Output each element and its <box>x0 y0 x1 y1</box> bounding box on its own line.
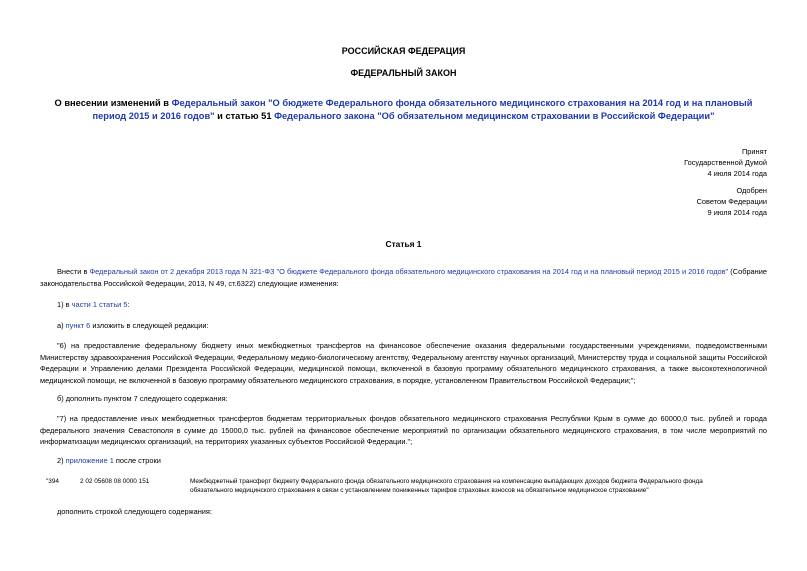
item1-link[interactable]: части 1 статьи 5 <box>71 300 128 309</box>
intro-prefix: Внести в <box>57 267 90 276</box>
intro-paragraph <box>40 266 767 289</box>
law-title <box>40 97 767 123</box>
item1-suffix: : <box>127 300 130 309</box>
quote-point7: "7) на предоставление иных межбюджетных трансфертов бюджетам территориальных фондов обязательного медицинского страхования Республики Крым в сумме до 60000,0 тыс. рублей и города федерального значения Севастополя в сумме до 15000,0 тыс. рублей на финансовое обеспечение мероприятий по организации обязательного медицинского страхования, в том числе мероприятий по информатизации медицинских организаций, на территориях указанных субъектов Российской Федерации."; <box>40 414 767 446</box>
adoption-line1: Принят <box>741 147 767 156</box>
item2-prefix: 2) <box>57 456 66 465</box>
title-link-budget-law[interactable]: Федеральный закон "О бюджете Федерального фонда обязательного медицинского страхования на 2014 год и на плановый период 2015 и 2016 годов" <box>92 98 753 121</box>
item-a-link[interactable]: пункт 6 <box>65 321 91 330</box>
item-b-paragraph: б) дополнить пунктом 7 следующего содержания: <box>57 394 228 403</box>
article-title: Статья 1 <box>385 239 422 249</box>
intro-link[interactable]: Федеральный закон от 2 декабря 2013 года N 321-ФЗ "О бюджете Федерального фонда обязательного медицинского страхования на 2014 год и на плановый период 2015 и 2016 годов" <box>89 267 729 276</box>
item-a-prefix: а) <box>57 321 66 330</box>
approval-line3: 9 июля 2014 года <box>707 208 767 217</box>
quote-point6: "6) на предоставление федеральному бюджету иных межбюджетных трансфертов на финансовое обеспечение оказания федеральными государственными учреждениями, подведомственными Министерству здравоохранения Российской Федерации, Федеральному медико-биологическому агентству, Федеральному агентству научных организаций, Министерству труда и социальной защиты Российской Федерации и Управлению делами Президента Российской Федерации, медицинской помощи, включенной в базовую программу обязательного медицинского страхования, а также высокотехнологичной медицинской помощи, не включенной в базовую программу обязательного медицинского страхования, в порядке, установленном Правительством Российской Федерации;"; <box>40 341 767 385</box>
approval-block <box>697 185 767 218</box>
doc-type-heading: ФЕДЕРАЛЬНЫЙ ЗАКОН <box>350 68 457 78</box>
item1-prefix: 1) в <box>57 300 72 309</box>
table-row-description: Межбюджетный трансферт бюджету Федерального фонда обязательного медицинского страхования на компенсацию выпадающих доходов бюджета Федерального фонда обязательного медицинского страхования в связи с установлением пониженных тарифов страховых взносов на обязательное медицинское страхование" <box>190 478 703 494</box>
item-a-suffix: изложить в следующей редакции: <box>90 321 209 330</box>
item2-continuation: дополнить строкой следующего содержания: <box>57 507 212 516</box>
item2-suffix: после строки <box>113 456 161 465</box>
approval-line1: Одобрен <box>736 186 767 195</box>
title-middle: и статью 51 <box>214 111 275 121</box>
approval-line2: Советом Федерации <box>696 197 767 206</box>
table-row-kbk: 2 02 05608 08 0000 151 <box>80 478 150 485</box>
table-row-code: "394 <box>46 478 59 485</box>
adoption-line2: Государственной Думой <box>684 158 767 167</box>
intro-suffix: (Собрание законодательства Российской Федерации, 2013, N 49, ст.6322) следующие изменения: <box>40 267 767 288</box>
title-prefix: О внесении изменений в <box>54 98 172 108</box>
item-a-paragraph <box>40 320 767 332</box>
adoption-line3: 4 июля 2014 года <box>707 169 767 178</box>
title-link-oms-law[interactable]: Федерального закона "Об обязательном медицинском страховании в Российской Федерации" <box>274 111 715 121</box>
item2-paragraph <box>40 455 767 467</box>
item2-link[interactable]: приложение 1 <box>65 456 114 465</box>
country-heading: РОССИЙСКАЯ ФЕДЕРАЦИЯ <box>341 46 466 56</box>
item1-paragraph <box>40 299 767 311</box>
adoption-block <box>684 146 767 179</box>
